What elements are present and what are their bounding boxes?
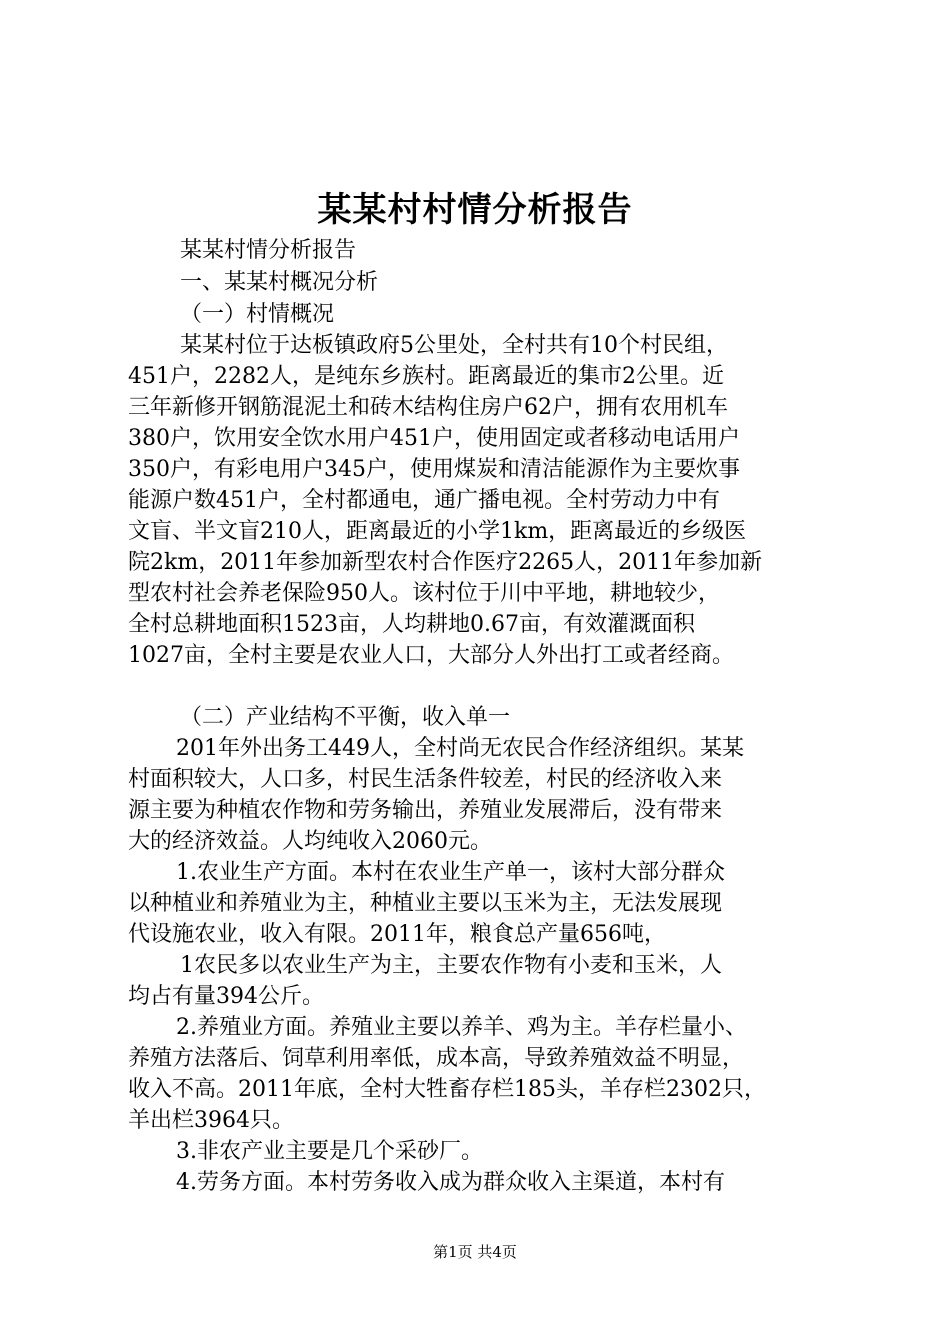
body-line: 4.劳务方面。本村劳务收入成为群众收入主渠道，本村有 xyxy=(176,1170,725,1195)
body-line: 村面积较大，人口多，村民生活条件较差，村民的经济收入来 xyxy=(128,767,723,792)
body-line: 三年新修开钢筋混泥土和砖木结构住房户62户，拥有农用机车 xyxy=(128,395,728,420)
body-line: 某某村位于达板镇政府5公里处，全村共有10个村民组， xyxy=(180,333,728,358)
body-line: 全村总耕地面积1523亩，人均耕地0.67亩，有效灌溉面积 xyxy=(128,612,695,637)
body-line: 养殖方法落后、饲草利用率低，成本高，导致养殖效益不明显， xyxy=(128,1046,745,1071)
body-line: 均占有量394公斤。 xyxy=(128,984,324,1009)
body-line: 文盲、半文盲210人，距离最近的小学1km，距离最近的乡级医 xyxy=(128,519,747,544)
body-line: 2.养殖业方面。养殖业主要以养羊、鸡为主。羊存栏量小、 xyxy=(176,1015,747,1040)
body-line: 院2km，2011年参加新型农村合作医疗2265人，2011年参加新 xyxy=(128,550,763,575)
body-line: 大的经济效益。人均纯收入2060元。 xyxy=(128,829,492,854)
page-footer: 第1页 共4页 xyxy=(433,1243,517,1261)
body-line: 1农民多以农业生产为主，主要农作物有小麦和玉米，人 xyxy=(180,953,722,978)
body-line: 代设施农业，收入有限。2011年，粮食总产量656吨， xyxy=(128,922,666,947)
body-line: 型农村社会养老保险950人。该村位于川中平地，耕地较少， xyxy=(128,581,720,606)
body-line: 源主要为种植农作物和劳务输出，养殖业发展滞后，没有带来 xyxy=(128,798,723,823)
body-line: 羊出栏3964只。 xyxy=(128,1108,294,1133)
document-title: 某某村村情分析报告 xyxy=(317,190,633,230)
body-line: 380户，饮用安全饮水用户451户，使用固定或者移动电话用户 xyxy=(128,426,740,451)
body-line: 1.农业生产方面。本村在农业生产单一，该村大部分群众 xyxy=(176,860,725,885)
body-line: 3.非农产业主要是几个采砂厂。 xyxy=(176,1139,483,1164)
body-line: 1027亩，全村主要是农业人口，大部分人外出打工或者经商。 xyxy=(128,643,734,668)
body-line: 一、某某村概况分析 xyxy=(180,270,379,295)
body-line: 某某村情分析报告 xyxy=(180,238,357,263)
body-line: 201年外出务工449人，全村尚无农民合作经济组织。某某 xyxy=(176,736,744,761)
body-line: 350户，有彩电用户345户，使用煤炭和清洁能源作为主要炊事 xyxy=(128,457,740,482)
body-line: 收入不高。2011年底，全村大牲畜存栏185头，羊存栏2302只， xyxy=(128,1077,766,1102)
body-line: 以种植业和养殖业为主，种植业主要以玉米为主，无法发展现 xyxy=(128,891,723,916)
body-line: 451户，2282人，是纯东乡族村。距离最近的集市2公里。近 xyxy=(128,364,724,389)
body-line: （一）村情概况 xyxy=(180,302,335,327)
body-line: （二）产业结构不平衡，收入单一 xyxy=(180,705,511,730)
body-line: 能源户数451户，全村都通电，通广播电视。全村劳动力中有 xyxy=(128,488,720,513)
